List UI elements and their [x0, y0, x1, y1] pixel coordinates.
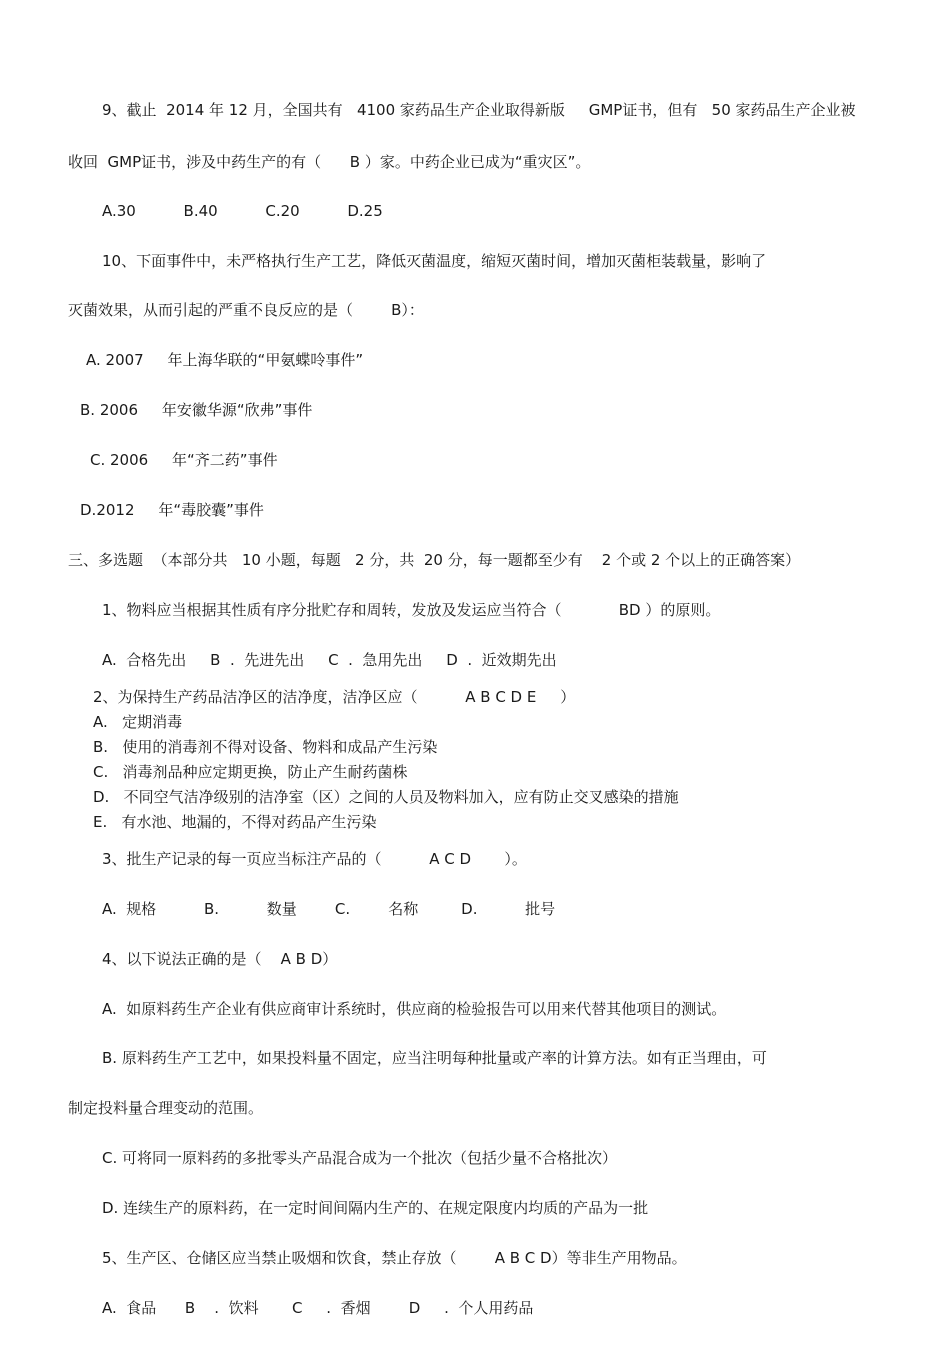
m4-option-b-line2: 制定投料量合理变动的范围。	[68, 1099, 264, 1117]
m2-option-a: A. 定期消毒	[93, 713, 183, 731]
q10-option-d: D.2012 年“毒胶囊”事件	[80, 501, 264, 519]
section-3-heading: 三、多选题 （本部分共 10 小题，每题 2 分，共 20 分，每一题都至少有 2 个或 2 个以上的正确答案）	[68, 551, 801, 569]
q10-stem-line2: 灭菌效果，从而引起的严重不良反应的是（ B）：	[68, 301, 424, 319]
q9-stem-line1: 9、截止 2014 年 12 月，全国共有 4100 家药品生产企业取得新版 GMP证书，但有 50 家药品生产企业被	[102, 101, 856, 119]
m2-option-c: C. 消毒剂品种应定期更换，防止产生耐药菌株	[93, 763, 408, 781]
m1-stem: 1、物料应当根据其性质有序分批贮存和周转，发放及发运应当符合（ BD ）的原则。	[102, 601, 721, 619]
m2-option-b: B. 使用的消毒剂不得对设备、物料和成品产生污染	[93, 738, 438, 756]
q10-stem-line1: 10、下面事件中，未严格执行生产工艺，降低灭菌温度，缩短灭菌时间，增加灭菌柜装载量，影响了	[102, 252, 767, 270]
m4-option-b-line1: B. 原料药生产工艺中，如果投料量不固定，应当注明每种批量或产率的计算方法。如有正当理由，可	[102, 1049, 767, 1067]
m2-option-e: E. 有水池、地漏的，不得对药品产生污染	[93, 813, 377, 831]
q9-options: A.30 B.40 C.20 D.25	[102, 202, 383, 220]
q10-option-c: C. 2006 年“齐二药”事件	[90, 451, 278, 469]
q9-stem-line2: 收回 GMP证书，涉及中药生产的有（ B ）家。中药企业已成为“重灾区”。	[68, 153, 591, 171]
m5-options: A. 食品 B . 饮料 C . 香烟 D . 个人用药品	[102, 1299, 534, 1317]
m5-stem: 5、生产区、仓储区应当禁止吸烟和饮食，禁止存放（ A B C D）等非生产用物品。	[102, 1249, 687, 1267]
q10-option-b: B. 2006 年安徽华源“欣弗”事件	[80, 401, 313, 419]
m2-option-d: D. 不同空气洁净级别的洁净室（区）之间的人员及物料加入，应有防止交叉感染的措施	[93, 788, 679, 806]
m3-options: A. 规格 B. 数量 C. 名称 D. 批号	[102, 900, 556, 918]
m4-stem: 4、以下说法正确的是（ A B D）	[102, 950, 338, 968]
m3-stem: 3、批生产记录的每一页应当标注产品的（ A C D ）。	[102, 850, 527, 868]
m4-option-c: C. 可将同一原料药的多批零头产品混合成为一个批次（包括少量不合格批次）	[102, 1149, 618, 1167]
m1-options: A. 合格先出 B . 先进先出 C . 急用先出 D . 近效期先出	[102, 651, 557, 669]
m4-option-d: D. 连续生产的原料药，在一定时间间隔内生产的、在规定限度内均质的产品为一批	[102, 1199, 649, 1217]
m4-option-a: A. 如原料药生产企业有供应商审计系统时，供应商的检验报告可以用来代替其他项目的测试。	[102, 1000, 727, 1018]
q10-option-a: A. 2007 年上海华联的“甲氨蝶呤事件”	[86, 351, 364, 369]
m2-stem: 2、为保持生产药品洁净区的洁净度，洁净区应（ A B C D E ）	[93, 688, 576, 706]
